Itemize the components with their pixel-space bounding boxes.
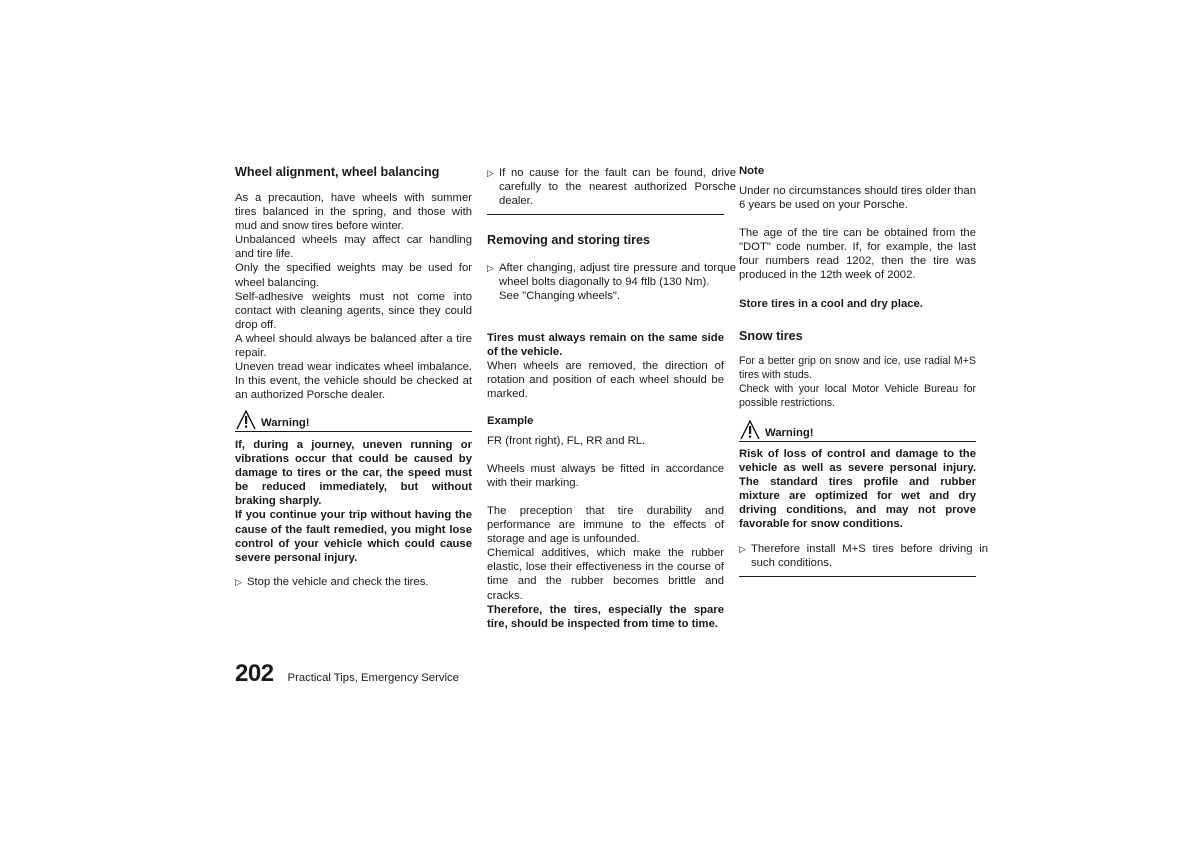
bullet-drive-to-dealer [487,166,736,208]
paragraph: For a better grip on snow and ice, use radial M+S tires with studs. [739,355,976,382]
bold-statement: Tires must always remain on the same side of the vehicle. [487,332,724,359]
paragraph: Unbalanced wheels may affect car handling and tire life. [235,234,472,261]
warning-header [235,410,472,432]
wheel-balancing-text [235,191,472,402]
warning-triangle-icon [739,420,761,440]
warning-paragraph: Risk of loss of control and damage to the vehicle as well as severe personal injury. The standard tires profile and rubber mixture are optimized for wet and dry driving conditions, and may not prove favorable for snow conditions. [739,448,976,531]
page-footer [235,660,459,688]
see-reference: See "Changing wheels". [499,290,621,303]
same-side-block [487,331,724,401]
section-divider [739,576,976,577]
bold-statement: Therefore, the tires, especially the spare tire, should be inspected from time to time. [487,604,724,631]
warning-label: Warning! [261,417,310,429]
bullet-stop-vehicle [235,575,484,589]
inspect-statement [487,603,724,631]
heading-removing-storing: Removing and storing tires [487,233,651,247]
bullet-text: Therefore install M+S tires before driving in such conditions. [751,543,988,570]
bullet-triangle-icon: ▷ [487,168,494,178]
warning-triangle-icon [235,410,257,430]
warning-header [739,420,976,442]
bullet-triangle-icon: ▷ [487,263,494,273]
bullet-install-ms [739,542,988,570]
warning-label: Warning! [765,427,814,439]
bullet-text: If no cause for the fault can be found, drive carefully to the nearest authorized Porsche dealer. [499,167,736,208]
warning-text [235,438,472,565]
warning-paragraph: If you continue your trip without having the cause of the fault remedied, you might lose control of your vehicle which could cause severe personal injury. [235,509,472,564]
section-divider [487,214,724,215]
section-title: Practical Tips, Emergency Service [287,672,459,684]
paragraph: Check with your local Motor Vehicle Bureau for possible restrictions. [739,383,976,410]
page-number: 202 [235,660,274,687]
paragraph: As a precaution, have wheels with summer tires balanced in the spring, and those with mud and snow tires before winter. [235,192,472,233]
paragraph: Wheels must always be fitted in accordance with their marking. [487,463,724,490]
heading-snow-tires: Snow tires [739,329,803,343]
paragraph: When wheels are removed, the direction of rotation and position of each wheel should be marked. [487,360,724,401]
paragraph: Chemical additives, which make the rubber elastic, lose their effectiveness in the course of time and the rubber becomes brittle and cracks. [487,547,724,602]
paragraph-fitting [487,462,724,490]
heading-wheel-alignment: Wheel alignment, wheel balancing [235,165,440,179]
bullet-triangle-icon: ▷ [739,544,746,554]
bullet-text: Stop the vehicle and check the tires. [247,576,429,588]
paragraph: The age of the tire can be obtained from the "DOT" code number. If, for example, the last four numbers read 1202, then the tire was produced in the 12th week of 2002. [739,227,976,282]
paragraph: Self-adhesive weights must not come into contact with cleaning agents, since they could drop off. [235,290,472,331]
snow-tires-text [739,354,976,410]
paragraph: Uneven tread wear indicates wheel imbalance. In this event, the vehicle should be checked at an authorized Porsche dealer. [235,361,472,402]
paragraph: The preception that tire durability and performance are immune to the effects of storage and age is unfounded. [487,505,724,546]
bullet-adjust-pressure [487,261,736,303]
paragraph: A wheel should always be balanced after a tire repair. [235,332,472,360]
paragraph: Only the specified weights may be used for wheel balancing. [235,262,472,289]
warning-paragraph: If, during a journey, uneven running or vibrations occur that could be caused by damage to tires or the car, the speed must be reduced immediately, but without braking sharply. [235,439,472,508]
bullet-triangle-icon: ▷ [235,577,242,587]
bullet-text: After changing, adjust tire pressure and torque wheel bolts diagonally to 94 ftlb (130 Nm). [499,262,736,289]
warning-text [739,447,976,532]
paragraph-durability [487,504,724,603]
paragraph: Under no circumstances should tires older than 6 years be used on your Porsche. [739,185,976,212]
note-text-1 [739,184,976,212]
store-tires-statement: Store tires in a cool and dry place. [739,298,923,310]
example-label: Example [487,415,534,427]
note-label: Note [739,165,765,177]
note-text-2 [739,226,976,282]
example-text: FR (front right), FL, RR and RL. [487,435,646,447]
